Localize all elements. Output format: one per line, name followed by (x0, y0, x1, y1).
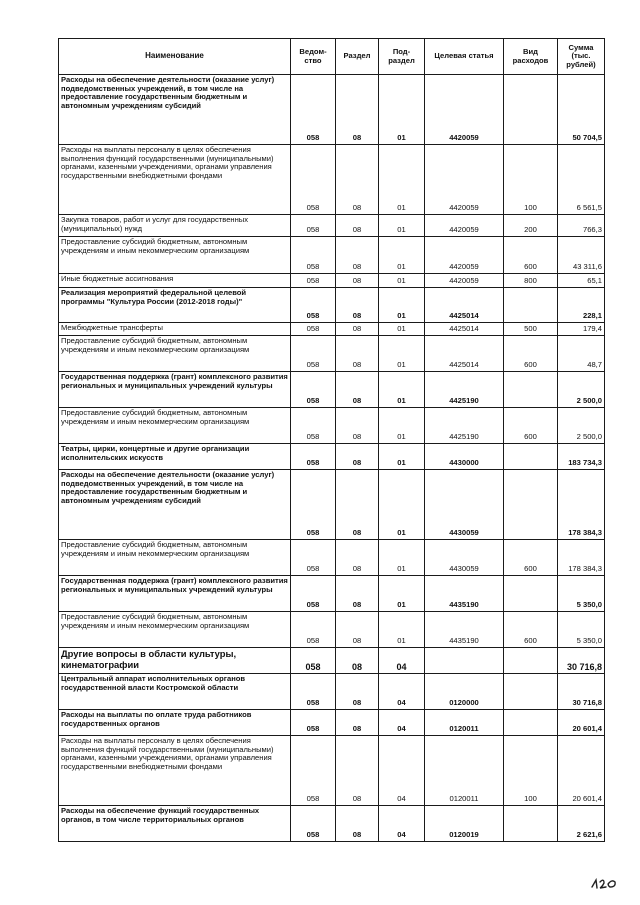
cell-celevaya: 4425014 (425, 323, 504, 336)
cell-vedomstvo: 058 (291, 372, 336, 408)
table-row (59, 612, 605, 648)
cell-name: Расходы на выплаты по оплате труда работников государственных органов (59, 710, 291, 736)
table-row (59, 736, 605, 806)
cell-name: Расходы на выплаты персоналу в целях обеспечения выполнения функций государственными (муниципальными) органами, казенными учреждениями, органами управления государственными внебюджетными фондами (59, 145, 291, 215)
cell-celevaya: 4430059 (425, 470, 504, 540)
header-podrazdel: Под-раздел (379, 39, 425, 75)
cell-razdel: 08 (336, 736, 379, 806)
cell-vedomstvo: 058 (291, 576, 336, 612)
table-row (59, 710, 605, 736)
cell-podrazdel: 01 (379, 612, 425, 648)
cell-vid (504, 444, 558, 470)
cell-razdel: 08 (336, 336, 379, 372)
cell-name: Предоставление субсидий бюджетным, автономным учреждениям и иным некоммерческим организациям (59, 237, 291, 274)
table-row (59, 336, 605, 372)
cell-celevaya: 0120019 (425, 806, 504, 842)
cell-podrazdel: 04 (379, 736, 425, 806)
cell-celevaya: 4420059 (425, 215, 504, 237)
cell-razdel: 08 (336, 274, 379, 288)
cell-podrazdel: 01 (379, 145, 425, 215)
cell-vid: 600 (504, 612, 558, 648)
cell-name: Предоставление субсидий бюджетным, автономным учреждениям и иным некоммерческим организациям (59, 408, 291, 444)
cell-razdel: 08 (336, 145, 379, 215)
cell-razdel: 08 (336, 576, 379, 612)
cell-vedomstvo: 058 (291, 612, 336, 648)
cell-name: Государственная поддержка (грант) комплексного развития региональных и муниципальных учреждений культуры (59, 576, 291, 612)
cell-razdel: 08 (336, 710, 379, 736)
cell-summa: 65,1 (558, 274, 605, 288)
cell-name: Закупка товаров, работ и услуг для государственных (муниципальных) нужд (59, 215, 291, 237)
cell-name: Расходы на обеспечение деятельности (оказание услуг) подведомственных учреждений, в том числе на предоставление государственным бюджетным и автономным учреждениям субсидий (59, 470, 291, 540)
cell-summa: 2 500,0 (558, 408, 605, 444)
header-vid: Вид расходов (504, 39, 558, 75)
cell-summa: 48,7 (558, 336, 605, 372)
table-row (59, 288, 605, 323)
table-header-row (59, 39, 605, 75)
cell-name: Другие вопросы в области культуры, кинематографии (59, 648, 291, 674)
cell-summa: 6 561,5 (558, 145, 605, 215)
cell-podrazdel: 04 (379, 674, 425, 710)
cell-podrazdel: 01 (379, 288, 425, 323)
cell-name: Расходы на обеспечение деятельности (оказание услуг) подведомственных учреждений, в том числе на предоставление государственным бюджетным и автономным учреждениям субсидий (59, 75, 291, 145)
cell-celevaya: 0120011 (425, 710, 504, 736)
cell-vid: 200 (504, 215, 558, 237)
header-vedomstvo: Ведом-ство (291, 39, 336, 75)
cell-celevaya: 0120000 (425, 674, 504, 710)
cell-vedomstvo: 058 (291, 215, 336, 237)
cell-vedomstvo: 058 (291, 710, 336, 736)
header-name: Наименование (59, 39, 291, 75)
cell-vid (504, 288, 558, 323)
cell-vedomstvo: 058 (291, 323, 336, 336)
cell-podrazdel: 01 (379, 444, 425, 470)
cell-celevaya: 4420059 (425, 75, 504, 145)
cell-podrazdel: 04 (379, 710, 425, 736)
cell-celevaya: 0120011 (425, 736, 504, 806)
cell-summa: 20 601,4 (558, 736, 605, 806)
cell-vid (504, 674, 558, 710)
table-row (59, 576, 605, 612)
cell-podrazdel: 01 (379, 470, 425, 540)
cell-celevaya: 4420059 (425, 145, 504, 215)
cell-vid: 500 (504, 323, 558, 336)
cell-vid: 600 (504, 408, 558, 444)
cell-podrazdel: 01 (379, 75, 425, 145)
cell-podrazdel: 01 (379, 408, 425, 444)
table-row (59, 75, 605, 145)
cell-vedomstvo: 058 (291, 336, 336, 372)
cell-podrazdel: 04 (379, 806, 425, 842)
cell-podrazdel: 04 (379, 648, 425, 674)
cell-vedomstvo: 058 (291, 444, 336, 470)
cell-vedomstvo: 058 (291, 237, 336, 274)
cell-summa: 179,4 (558, 323, 605, 336)
cell-podrazdel: 01 (379, 576, 425, 612)
cell-name: Центральный аппарат исполнительных органов государственной власти Костромской области (59, 674, 291, 710)
table-row (59, 323, 605, 336)
cell-celevaya: 4425190 (425, 408, 504, 444)
cell-summa: 178 384,3 (558, 540, 605, 576)
cell-summa: 228,1 (558, 288, 605, 323)
cell-vedomstvo: 058 (291, 288, 336, 323)
cell-razdel: 08 (336, 372, 379, 408)
cell-vid (504, 470, 558, 540)
cell-summa: 178 384,3 (558, 470, 605, 540)
header-razdel: Раздел (336, 39, 379, 75)
cell-podrazdel: 01 (379, 237, 425, 274)
header-celevaya: Целевая статья (425, 39, 504, 75)
cell-razdel: 08 (336, 215, 379, 237)
cell-razdel: 08 (336, 75, 379, 145)
cell-summa: 30 716,8 (558, 648, 605, 674)
cell-summa: 50 704,5 (558, 75, 605, 145)
table-row (59, 674, 605, 710)
cell-summa: 5 350,0 (558, 576, 605, 612)
cell-summa: 43 311,6 (558, 237, 605, 274)
cell-vedomstvo: 058 (291, 736, 336, 806)
cell-podrazdel: 01 (379, 540, 425, 576)
cell-podrazdel: 01 (379, 372, 425, 408)
cell-summa: 5 350,0 (558, 612, 605, 648)
cell-name: Иные бюджетные ассигнования (59, 274, 291, 288)
cell-vedomstvo: 058 (291, 274, 336, 288)
table-row (59, 274, 605, 288)
cell-celevaya: 4420059 (425, 274, 504, 288)
table-row (59, 237, 605, 274)
cell-podrazdel: 01 (379, 323, 425, 336)
cell-celevaya: 4425190 (425, 372, 504, 408)
cell-summa: 2 621,6 (558, 806, 605, 842)
cell-summa: 183 734,3 (558, 444, 605, 470)
cell-celevaya (425, 648, 504, 674)
cell-podrazdel: 01 (379, 215, 425, 237)
cell-razdel: 08 (336, 323, 379, 336)
cell-vid (504, 806, 558, 842)
table-row (59, 540, 605, 576)
cell-name: Предоставление субсидий бюджетным, автономным учреждениям и иным некоммерческим организациям (59, 540, 291, 576)
cell-name: Предоставление субсидий бюджетным, автономным учреждениям и иным некоммерческим организациям (59, 612, 291, 648)
cell-vid: 100 (504, 736, 558, 806)
table-row (59, 145, 605, 215)
cell-razdel: 08 (336, 540, 379, 576)
cell-vid: 600 (504, 237, 558, 274)
handwritten-page-number (590, 876, 620, 890)
cell-razdel: 08 (336, 408, 379, 444)
cell-celevaya: 4425014 (425, 336, 504, 372)
cell-vedomstvo: 058 (291, 540, 336, 576)
cell-name: Межбюджетные трансферты (59, 323, 291, 336)
cell-vedomstvo: 058 (291, 806, 336, 842)
cell-celevaya: 4430000 (425, 444, 504, 470)
cell-vid (504, 75, 558, 145)
cell-vid: 100 (504, 145, 558, 215)
cell-razdel: 08 (336, 612, 379, 648)
cell-celevaya: 4430059 (425, 540, 504, 576)
table-row (59, 408, 605, 444)
table-row (59, 372, 605, 408)
cell-celevaya: 4435190 (425, 576, 504, 612)
cell-vid (504, 372, 558, 408)
cell-summa: 20 601,4 (558, 710, 605, 736)
cell-vedomstvo: 058 (291, 408, 336, 444)
cell-razdel: 08 (336, 288, 379, 323)
cell-vid: 600 (504, 540, 558, 576)
cell-podrazdel: 01 (379, 274, 425, 288)
cell-celevaya: 4425014 (425, 288, 504, 323)
cell-vedomstvo: 058 (291, 470, 336, 540)
cell-razdel: 08 (336, 806, 379, 842)
cell-name: Театры, цирки, концертные и другие организации исполнительских искусств (59, 444, 291, 470)
header-summa: Сумма (тыс. рублей) (558, 39, 605, 75)
table-row (59, 648, 605, 674)
cell-name: Расходы на обеспечение функций государственных органов, в том числе территориальных органов (59, 806, 291, 842)
cell-name: Расходы на выплаты персоналу в целях обеспечения выполнения функций государственными (муниципальными) органами, казенными учреждениями, органами управления государственными внебюджетными фондами (59, 736, 291, 806)
cell-summa: 2 500,0 (558, 372, 605, 408)
cell-razdel: 08 (336, 648, 379, 674)
cell-summa: 766,3 (558, 215, 605, 237)
table-row (59, 806, 605, 842)
cell-vedomstvo: 058 (291, 75, 336, 145)
cell-name: Государственная поддержка (грант) комплексного развития региональных и муниципальных учреждений культуры (59, 372, 291, 408)
cell-razdel: 08 (336, 237, 379, 274)
cell-razdel: 08 (336, 470, 379, 540)
cell-vid: 600 (504, 336, 558, 372)
cell-razdel: 08 (336, 674, 379, 710)
cell-vedomstvo: 058 (291, 648, 336, 674)
cell-vedomstvo: 058 (291, 145, 336, 215)
cell-vid (504, 576, 558, 612)
cell-vid (504, 648, 558, 674)
cell-podrazdel: 01 (379, 336, 425, 372)
cell-vid: 800 (504, 274, 558, 288)
cell-name: Предоставление субсидий бюджетным, автономным учреждениям и иным некоммерческим организациям (59, 336, 291, 372)
table-row (59, 470, 605, 540)
cell-summa: 30 716,8 (558, 674, 605, 710)
cell-celevaya: 4435190 (425, 612, 504, 648)
cell-celevaya: 4420059 (425, 237, 504, 274)
cell-razdel: 08 (336, 444, 379, 470)
table-row (59, 215, 605, 237)
table-row (59, 444, 605, 470)
cell-vid (504, 710, 558, 736)
cell-vedomstvo: 058 (291, 674, 336, 710)
budget-table (58, 38, 605, 842)
cell-name: Реализация мероприятий федеральной целевой программы "Культура России (2012-2018 годы)" (59, 288, 291, 323)
